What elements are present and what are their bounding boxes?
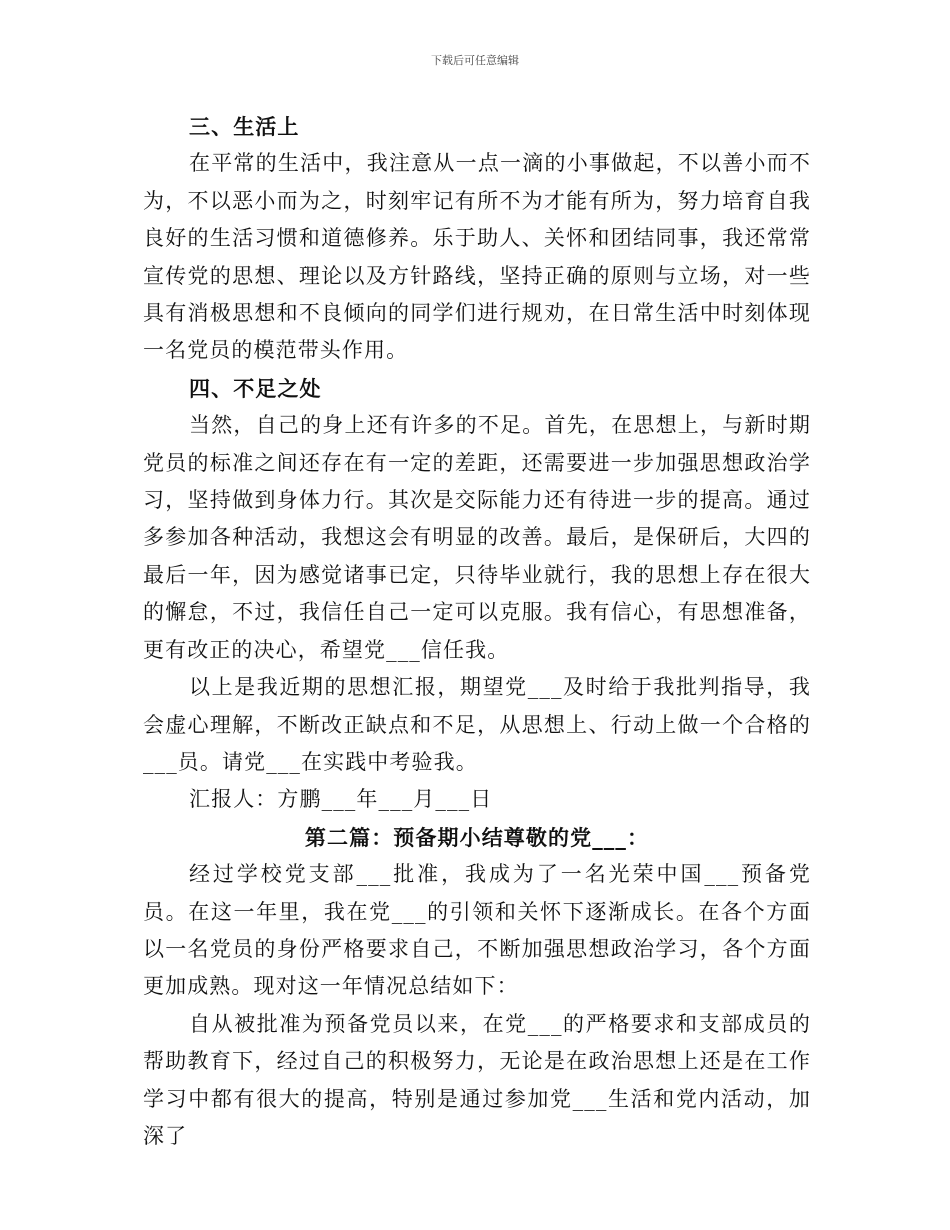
page-header: 下载后可任意编辑 bbox=[431, 54, 519, 67]
paragraph-shortcomings: 当然，自己的身上还有许多的不足。首先，在思想上，与新时期党员的标准之间还存在有一定的差距，还需要进一步加强思想政治学习，坚持做到身体力行。其次是交际能力还有待进一步的提高。通过多参加各种活动，我想这会有明显的改善。最后，是保研后，大四的最后一年，因为感觉诸事已定，只待毕业就行，我的思想上存在很大的懈怠，不过，我信任自己一定可以克服。我有信心，有思想准备，更有改正的决心，希望党___信任我。 bbox=[143, 413, 811, 662]
reporter-signature: 汇报人：方鹏___年___月___日 bbox=[189, 787, 493, 812]
paragraph-life: 在平常的生活中，我注意从一点一滴的小事做起，不以善小而不为，不以恶小而为之，时刻牢记有所不为才能有所为，努力培育自我良好的生活习惯和道德修养。乐于助人、关怀和团结同事，我还常常宣传党的思想、理论以及方针路线，坚持正确的原则与立场，对一些具有消极思想和不良倾向的同学们进行规劝，在日常生活中时刻体现一名党员的模范带头作用。 bbox=[143, 151, 811, 363]
document-body bbox=[143, 108, 811, 1155]
paragraph-progress: 自从被批准为预备党员以来，在党___的严格要求和支部成员的帮助教育下，经过自己的积极努力，无论是在政治思想上还是在工作学习中都有很大的提高，特别是通过参加党___生活和党内活动，加深了 bbox=[143, 1011, 811, 1148]
section-heading-life: 三、生活上 bbox=[189, 114, 300, 139]
paragraph-intro: 经过学校党支部___批准，我成为了一名光荣中国___预备党员。在这一年里，我在党___的引领和关怀下逐渐成长。在各个方面以一名党员的身份严格要求自己，不断加强思想政治学习，各个方面更加成熟。现对这一年情况总结如下： bbox=[143, 862, 811, 999]
paragraph-conclusion: 以上是我近期的思想汇报，期望党___及时给于我批判指导，我会虚心理解，不断改正缺点和不足，从思想上、行动上做一个合格的___员。请党___在实践中考验我。 bbox=[143, 675, 811, 774]
section-heading-shortcomings: 四、不足之处 bbox=[189, 375, 322, 401]
article-two-title: 第二篇：预备期小结尊敬的党___： bbox=[304, 824, 650, 850]
